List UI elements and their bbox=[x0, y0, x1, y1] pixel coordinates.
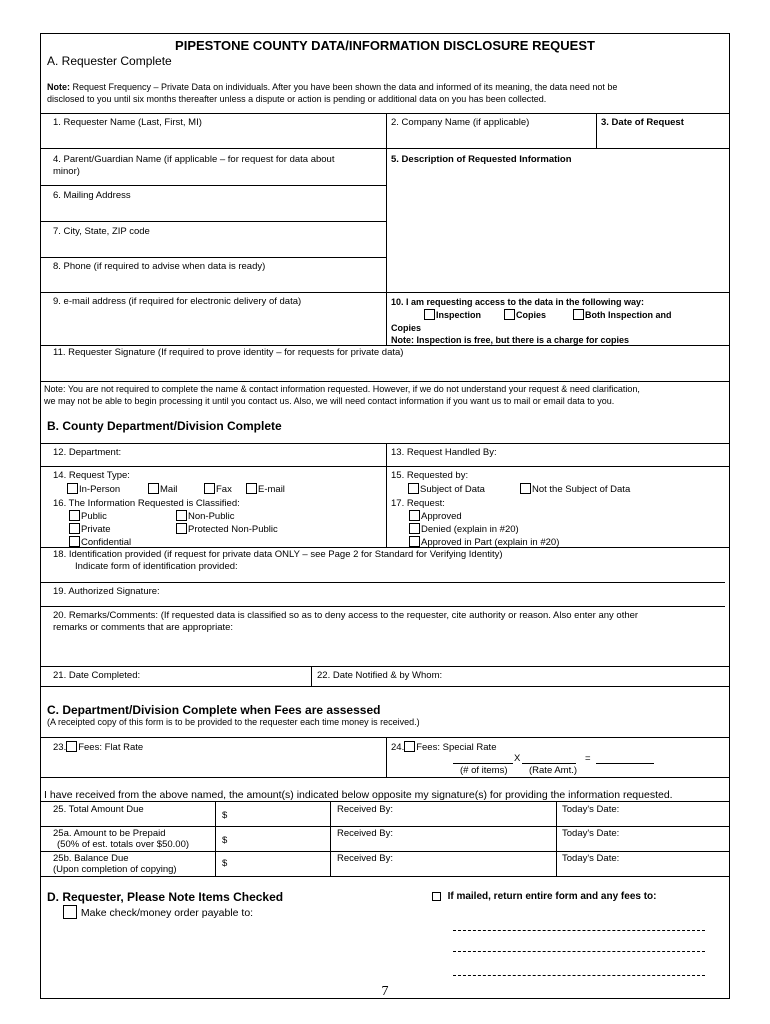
request-type-in-person[interactable]: In-Person bbox=[67, 483, 120, 496]
note-contact-line1: Note: You are not required to complete the name & contact information requested. However, if we do not understand your request & need clarification, bbox=[44, 384, 640, 394]
field-description-requested-info[interactable]: 5. Description of Requested Information bbox=[391, 154, 572, 165]
special-rate-multiply: X bbox=[514, 753, 521, 764]
received-by-total[interactable]: Received By: bbox=[337, 804, 393, 815]
special-rate-items-label: (# of items) bbox=[460, 765, 508, 776]
request-status-denied[interactable]: Denied (explain in #20) bbox=[409, 523, 519, 536]
request-type-email[interactable]: E-mail bbox=[246, 483, 285, 496]
section-d-heading: D. Requester, Please Note Items Checked bbox=[47, 890, 284, 904]
field-phone[interactable]: 8. Phone (if required to advise when data is ready) bbox=[53, 261, 266, 272]
requested-by-not-subject[interactable]: Not the Subject of Data bbox=[520, 483, 630, 496]
field-authorized-signature[interactable]: 19. Authorized Signature: bbox=[53, 586, 160, 597]
access-option-inspection[interactable]: Inspection bbox=[424, 309, 481, 321]
checkbox-denied[interactable] bbox=[409, 523, 420, 534]
note-frequency-line1 bbox=[47, 81, 617, 93]
if-mailed-option[interactable]: If mailed, return entire form and any fees to: bbox=[432, 891, 657, 903]
checkbox-private[interactable] bbox=[69, 523, 80, 534]
field-city-state-zip[interactable]: 7. City, State, ZIP code bbox=[53, 226, 150, 237]
checkbox-check-payable[interactable] bbox=[63, 905, 77, 919]
field-mailing-address[interactable]: 6. Mailing Address bbox=[53, 190, 131, 201]
classification-non-public[interactable]: Non-Public bbox=[176, 510, 234, 523]
access-option-both[interactable]: Both Inspection and bbox=[573, 309, 672, 321]
note-frequency-line2: disclosed to you until six months thereafter unless a dispute or action is pending or additional data on you has been collected. bbox=[47, 94, 547, 104]
fees-flat-rate[interactable]: 23. Fees: Flat Rate bbox=[53, 742, 144, 753]
section-b-heading: B. County Department/Division Complete bbox=[47, 419, 282, 433]
balance-due-label-line2: (Upon completion of copying) bbox=[53, 864, 177, 875]
checkbox-fax[interactable] bbox=[204, 483, 215, 494]
todays-date-balance[interactable]: Today's Date: bbox=[562, 853, 620, 864]
checkbox-protected-non-public[interactable] bbox=[176, 523, 187, 534]
field-requester-name[interactable]: 1. Requester Name (Last, First, MI) bbox=[53, 117, 202, 128]
prepaid-amount-label-line2: (50% of est. totals over $50.00) bbox=[57, 839, 190, 850]
field-request-status-label: 17. Request: bbox=[391, 498, 445, 509]
classification-protected-non-public[interactable]: Protected Non-Public bbox=[176, 523, 278, 536]
checkbox-mail[interactable] bbox=[148, 483, 159, 494]
checkbox-subject-of-data[interactable] bbox=[408, 483, 419, 494]
checkbox-copies[interactable] bbox=[504, 309, 515, 320]
field-date-of-request[interactable]: 3. Date of Request bbox=[601, 117, 684, 128]
access-option-copies[interactable]: Copies bbox=[504, 309, 546, 321]
checkbox-approved[interactable] bbox=[409, 510, 420, 521]
checkbox-approved-in-part[interactable] bbox=[409, 536, 420, 547]
mailing-address-line-3[interactable] bbox=[453, 975, 705, 976]
prepaid-amount-label-line1: 25a. Amount to be Prepaid bbox=[53, 828, 166, 839]
checkbox-confidential[interactable] bbox=[69, 536, 80, 547]
total-amount-due-label: 25. Total Amount Due bbox=[53, 804, 144, 815]
field-email[interactable]: 9. e-mail address (if required for electronic delivery of data) bbox=[53, 296, 302, 307]
special-rate-equals: = bbox=[585, 753, 591, 764]
field-date-notified[interactable]: 22. Date Notified & by Whom: bbox=[317, 670, 443, 681]
checkbox-non-public[interactable] bbox=[176, 510, 187, 521]
field-identification-line2: Indicate form of identification provided: bbox=[75, 561, 238, 572]
mailing-address-line-2[interactable] bbox=[453, 951, 705, 952]
mailing-address-line-1[interactable] bbox=[453, 930, 705, 931]
check-payable-option[interactable]: Make check/money order payable to: bbox=[63, 905, 253, 920]
note-frequency-text: Request Frequency – Private Data on individuals. After you have been shown the data and informed of its meaning, the data need not be bbox=[70, 82, 618, 92]
field-request-type-label: 14. Request Type: bbox=[53, 470, 130, 481]
received-by-balance[interactable]: Received By: bbox=[337, 853, 393, 864]
requested-by-subject[interactable]: Subject of Data bbox=[408, 483, 485, 496]
checkbox-in-person[interactable] bbox=[67, 483, 78, 494]
checkbox-public[interactable] bbox=[69, 510, 80, 521]
checkbox-both-inspection-copies[interactable] bbox=[573, 309, 584, 320]
field-remarks-line1[interactable]: 20. Remarks/Comments: (If requested data is classified so as to deny access to the requester, cite authority or reason. Also enter any other bbox=[53, 610, 639, 621]
classification-public[interactable]: Public bbox=[69, 510, 107, 523]
balance-due-dollar[interactable]: $ bbox=[222, 858, 228, 869]
field-department[interactable]: 12. Department: bbox=[53, 447, 122, 458]
field-parent-guardian-line2: minor) bbox=[53, 166, 80, 177]
section-a-heading: A. Requester Complete bbox=[47, 54, 172, 68]
field-date-completed[interactable]: 21. Date Completed: bbox=[53, 670, 141, 681]
classification-confidential[interactable]: Confidential bbox=[69, 536, 131, 549]
checkbox-if-mailed[interactable] bbox=[432, 892, 441, 901]
form-title: PIPESTONE COUNTY DATA/INFORMATION DISCLOSURE REQUEST bbox=[175, 38, 595, 53]
field-identification-line1[interactable]: 18. Identification provided (if request for private data ONLY – see Page 2 for Standard for Verifying Identity) bbox=[53, 549, 503, 560]
checkbox-flat-rate[interactable] bbox=[66, 741, 77, 752]
section-c-subheading: (A receipted copy of this form is to be provided to the requester each time money is received.) bbox=[47, 717, 420, 727]
total-amount-due-dollar[interactable]: $ bbox=[222, 810, 228, 821]
field-remarks-line2: remarks or comments that are appropriate: bbox=[53, 622, 234, 633]
checkbox-special-rate[interactable] bbox=[404, 741, 415, 752]
balance-due-label-line1: 25b. Balance Due bbox=[53, 853, 129, 864]
field-request-handled-by[interactable]: 13. Request Handled By: bbox=[391, 447, 497, 458]
request-type-mail[interactable]: Mail bbox=[148, 483, 177, 496]
field-company-name[interactable]: 2. Company Name (if applicable) bbox=[391, 117, 530, 128]
request-status-approved[interactable]: Approved bbox=[409, 510, 462, 523]
special-rate-amount-label: (Rate Amt.) bbox=[529, 765, 578, 776]
received-statement: I have received from the above named, the amount(s) indicated below opposite my signature(s) for providing the information requested. bbox=[44, 789, 673, 801]
field-parent-guardian-line1[interactable]: 4. Parent/Guardian Name (if applicable – for request for data about bbox=[53, 154, 335, 165]
prepaid-amount-dollar[interactable]: $ bbox=[222, 835, 228, 846]
field-access-method-label: 10. I am requesting access to the data in the following way: bbox=[391, 297, 645, 307]
request-status-approved-in-part[interactable]: Approved in Part (explain in #20) bbox=[409, 536, 559, 549]
checkbox-not-subject-of-data[interactable] bbox=[520, 483, 531, 494]
todays-date-prepaid[interactable]: Today's Date: bbox=[562, 828, 620, 839]
request-type-fax[interactable]: Fax bbox=[204, 483, 232, 496]
note-contact-line2: we may not be able to begin processing it until you contact us. Also, we will need contact information if you want us to mail or email data to you. bbox=[44, 396, 615, 406]
received-by-prepaid[interactable]: Received By: bbox=[337, 828, 393, 839]
checkbox-inspection[interactable] bbox=[424, 309, 435, 320]
field-classification-label: 16. The Information Requested is Classified: bbox=[53, 498, 240, 509]
section-c-heading: C. Department/Division Complete when Fees are assessed bbox=[47, 703, 381, 717]
checkbox-email[interactable] bbox=[246, 483, 257, 494]
access-option-both-wrap: Copies bbox=[391, 323, 422, 333]
note-label: Note: bbox=[47, 82, 70, 92]
page-number: 7 bbox=[381, 984, 389, 999]
fees-special-rate[interactable]: 24. Fees: Special Rate bbox=[391, 742, 497, 753]
classification-private[interactable]: Private bbox=[69, 523, 111, 536]
field-requested-by-label: 15. Requested by: bbox=[391, 470, 469, 481]
field-requester-signature[interactable]: 11. Requester Signature (If required to prove identity – for requests for private data) bbox=[53, 347, 404, 358]
todays-date-total[interactable]: Today's Date: bbox=[562, 804, 620, 815]
access-fee-note: Note: Inspection is free, but there is a charge for copies bbox=[391, 335, 630, 345]
